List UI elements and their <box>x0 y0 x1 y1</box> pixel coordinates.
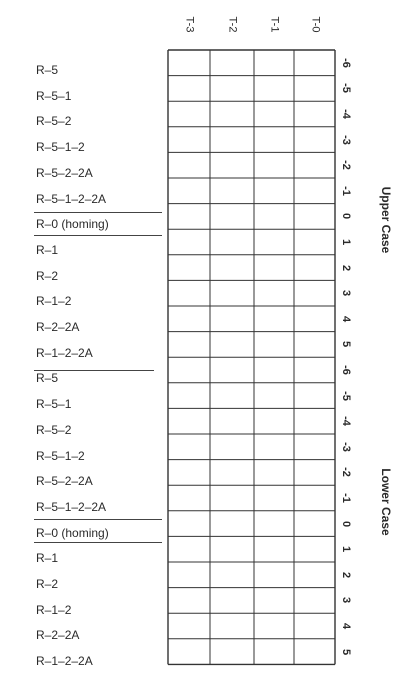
row-label: R–5–1–2 <box>36 448 85 463</box>
row-label: R–5–1 <box>36 88 72 103</box>
row-value: 2 <box>340 571 352 578</box>
homing-rule-top <box>34 519 162 520</box>
row-label: R–2–2A <box>36 320 80 334</box>
row-label: R–2–2A <box>36 628 80 643</box>
row-value: 0 <box>340 520 352 527</box>
homing-rule-bottom <box>34 235 162 236</box>
row-label: R–1–2–2A <box>36 345 93 360</box>
column-header: T-2 <box>226 16 239 33</box>
homing-rule-bottom <box>34 542 162 543</box>
row-value: -1 <box>340 185 352 196</box>
row-value: -4 <box>340 416 352 427</box>
row-value: -2 <box>340 467 352 478</box>
row-label: R–5–2–2A <box>36 165 93 180</box>
row-label: R–5–2–2A <box>36 474 93 489</box>
row-value: -5 <box>340 83 352 94</box>
row-label: R–5–1–2 <box>36 140 85 155</box>
row-value: 1 <box>340 238 352 246</box>
column-header: T-3 <box>183 16 196 33</box>
row-value: 5 <box>340 341 352 348</box>
row-label: R–1–2 <box>36 602 72 617</box>
row-value: 3 <box>340 290 352 297</box>
row-value: -4 <box>340 109 352 119</box>
section-rule <box>34 370 154 371</box>
row-value: -2 <box>340 160 352 171</box>
row-label: R–1–2–2A <box>36 654 93 669</box>
row-label: R–5 <box>36 371 59 386</box>
row-label: R–5–2 <box>36 422 72 437</box>
row-value: -5 <box>340 390 352 401</box>
row-label: R–5–2 <box>36 114 72 129</box>
upper-case-label: Upper Case <box>379 186 393 254</box>
row-label: R–1 <box>36 242 59 257</box>
column-header: T-1 <box>268 16 281 33</box>
row-value: 1 <box>340 546 352 553</box>
row-label: R–5–1–2–2A <box>36 191 107 206</box>
lower-case-label: Lower Case <box>379 468 393 536</box>
row-label: R–1–2 <box>36 294 72 309</box>
row-value: -1 <box>340 493 352 503</box>
row-label: R–0 (homing) <box>36 217 109 232</box>
row-label: R–2 <box>36 577 59 591</box>
row-value: -6 <box>340 57 352 68</box>
row-value: 5 <box>340 648 352 655</box>
row-value: 4 <box>340 622 352 630</box>
homing-rule-top <box>34 212 162 213</box>
column-header: T-0 <box>309 16 321 33</box>
row-value: 2 <box>340 264 352 271</box>
row-label: R–0 (homing) <box>36 525 109 540</box>
row-value: -3 <box>340 441 352 452</box>
row-value: -6 <box>340 365 352 375</box>
row-label: R–1 <box>36 551 59 566</box>
row-value: 3 <box>340 597 352 604</box>
row-label: R–5–1 <box>36 397 72 412</box>
row-label: R–2 <box>36 268 59 283</box>
row-label: R–5–1–2–2A <box>36 499 107 514</box>
row-value: 0 <box>340 213 352 220</box>
row-label: R–5 <box>36 63 59 77</box>
row-value: -3 <box>340 134 352 145</box>
row-value: 4 <box>340 315 352 322</box>
